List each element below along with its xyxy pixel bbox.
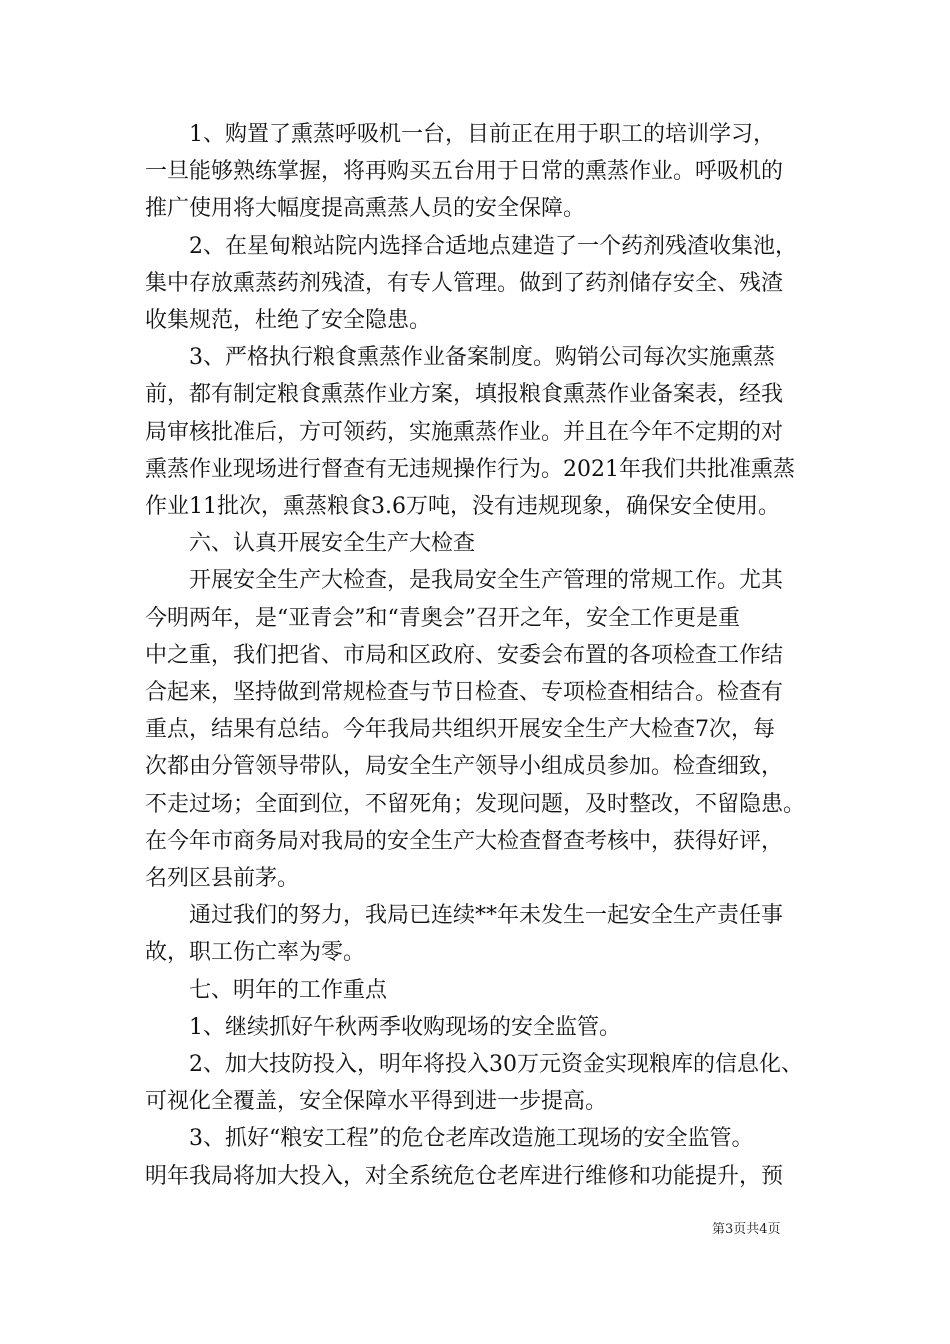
text-line: 名列区县前茅。	[145, 866, 300, 891]
text-line: 收集规范，杜绝了安全隐患。	[145, 308, 432, 333]
text-line: 明年我局将加大投入，对全系统危仓老库进行维修和功能提升，预	[145, 1163, 784, 1189]
text-line: 前，都有制定粮食熏蒸作业方案，填报粮食熏蒸作业备案表，经我	[145, 382, 784, 408]
text-line: 中之重，我们把省、市局和区政府、安委会布置的各项检查工作结	[145, 642, 784, 668]
text-line: 可视化全覆盖，安全保障水平得到进一步提高。	[145, 1089, 608, 1115]
text-line: 六、认真开展安全生产大检查	[189, 531, 476, 557]
text-line: 重点，结果有总结。今年我局共组织开展安全生产大检查7次，每	[145, 717, 775, 743]
text-line: 2、加大技防投入，明年将投入30万元资金实现粮库的信息化、	[189, 1052, 803, 1077]
text-line: 故，职工伤亡率为零。	[145, 940, 366, 966]
text-line: 局审核批准后，方可领药，实施熏蒸作业。并且在今年不定期的对	[145, 419, 784, 445]
text-line: 一旦能够熟练掌握，将再购买五台用于日常的熏蒸作业。呼吸机的	[145, 159, 784, 185]
text-line: 次都由分管领导带队，局安全生产领导小组成员参加。检查细致，	[145, 754, 784, 780]
text-line: 3、抓好“粮安工程”的危仓老库改造施工现场的安全监管。	[189, 1126, 754, 1152]
page-number-footer: 第3页共4页	[712, 1222, 781, 1237]
text-line: 3、严格执行粮食熏蒸作业备案制度。购销公司每次实施熏蒸	[189, 345, 775, 371]
text-line: 通过我们的努力，我局已连续**年未发生一起安全生产责任事	[189, 903, 784, 929]
text-line: 1、继续抓好午秋两季收购现场的安全监管。	[189, 1014, 621, 1040]
text-line: 集中存放熏蒸药剂残渣，有专人管理。做到了药剂储存安全、残渣	[145, 270, 784, 296]
text-line: 2、在星甸粮站院内选择合适地点建造了一个药剂残渣收集池，	[189, 233, 797, 259]
text-line: 不走过场；全面到位，不留死角；发现问题，及时整改，不留隐患。	[145, 791, 806, 817]
text-line: 1、购置了熏蒸呼吸机一台，目前正在用于职工的培训学习，	[189, 122, 775, 147]
text-line: 七、明年的工作重点	[189, 977, 388, 1003]
text-line: 在今年市商务局对我局的安全生产大检查督查考核中，获得好评，	[145, 828, 784, 854]
text-line: 合起来，坚持做到常规检查与节日检查、专项检查相结合。检查有	[145, 680, 784, 705]
text-line: 作业11批次，熏蒸粮食3.6万吨，没有违规现象，确保安全使用。	[145, 494, 780, 519]
text-line: 今明两年，是“亚青会”和“青奥会”召开之年，安全工作更是重	[145, 605, 740, 631]
text-line: 推广使用将大幅度提高熏蒸人员的安全保障。	[145, 196, 586, 222]
text-line: 熏蒸作业现场进行督查有无违规操作行为。2021年我们共批准熏蒸	[145, 456, 795, 482]
text-line: 开展安全生产大检查，是我局安全生产管理的常规工作。尤其	[189, 568, 784, 594]
